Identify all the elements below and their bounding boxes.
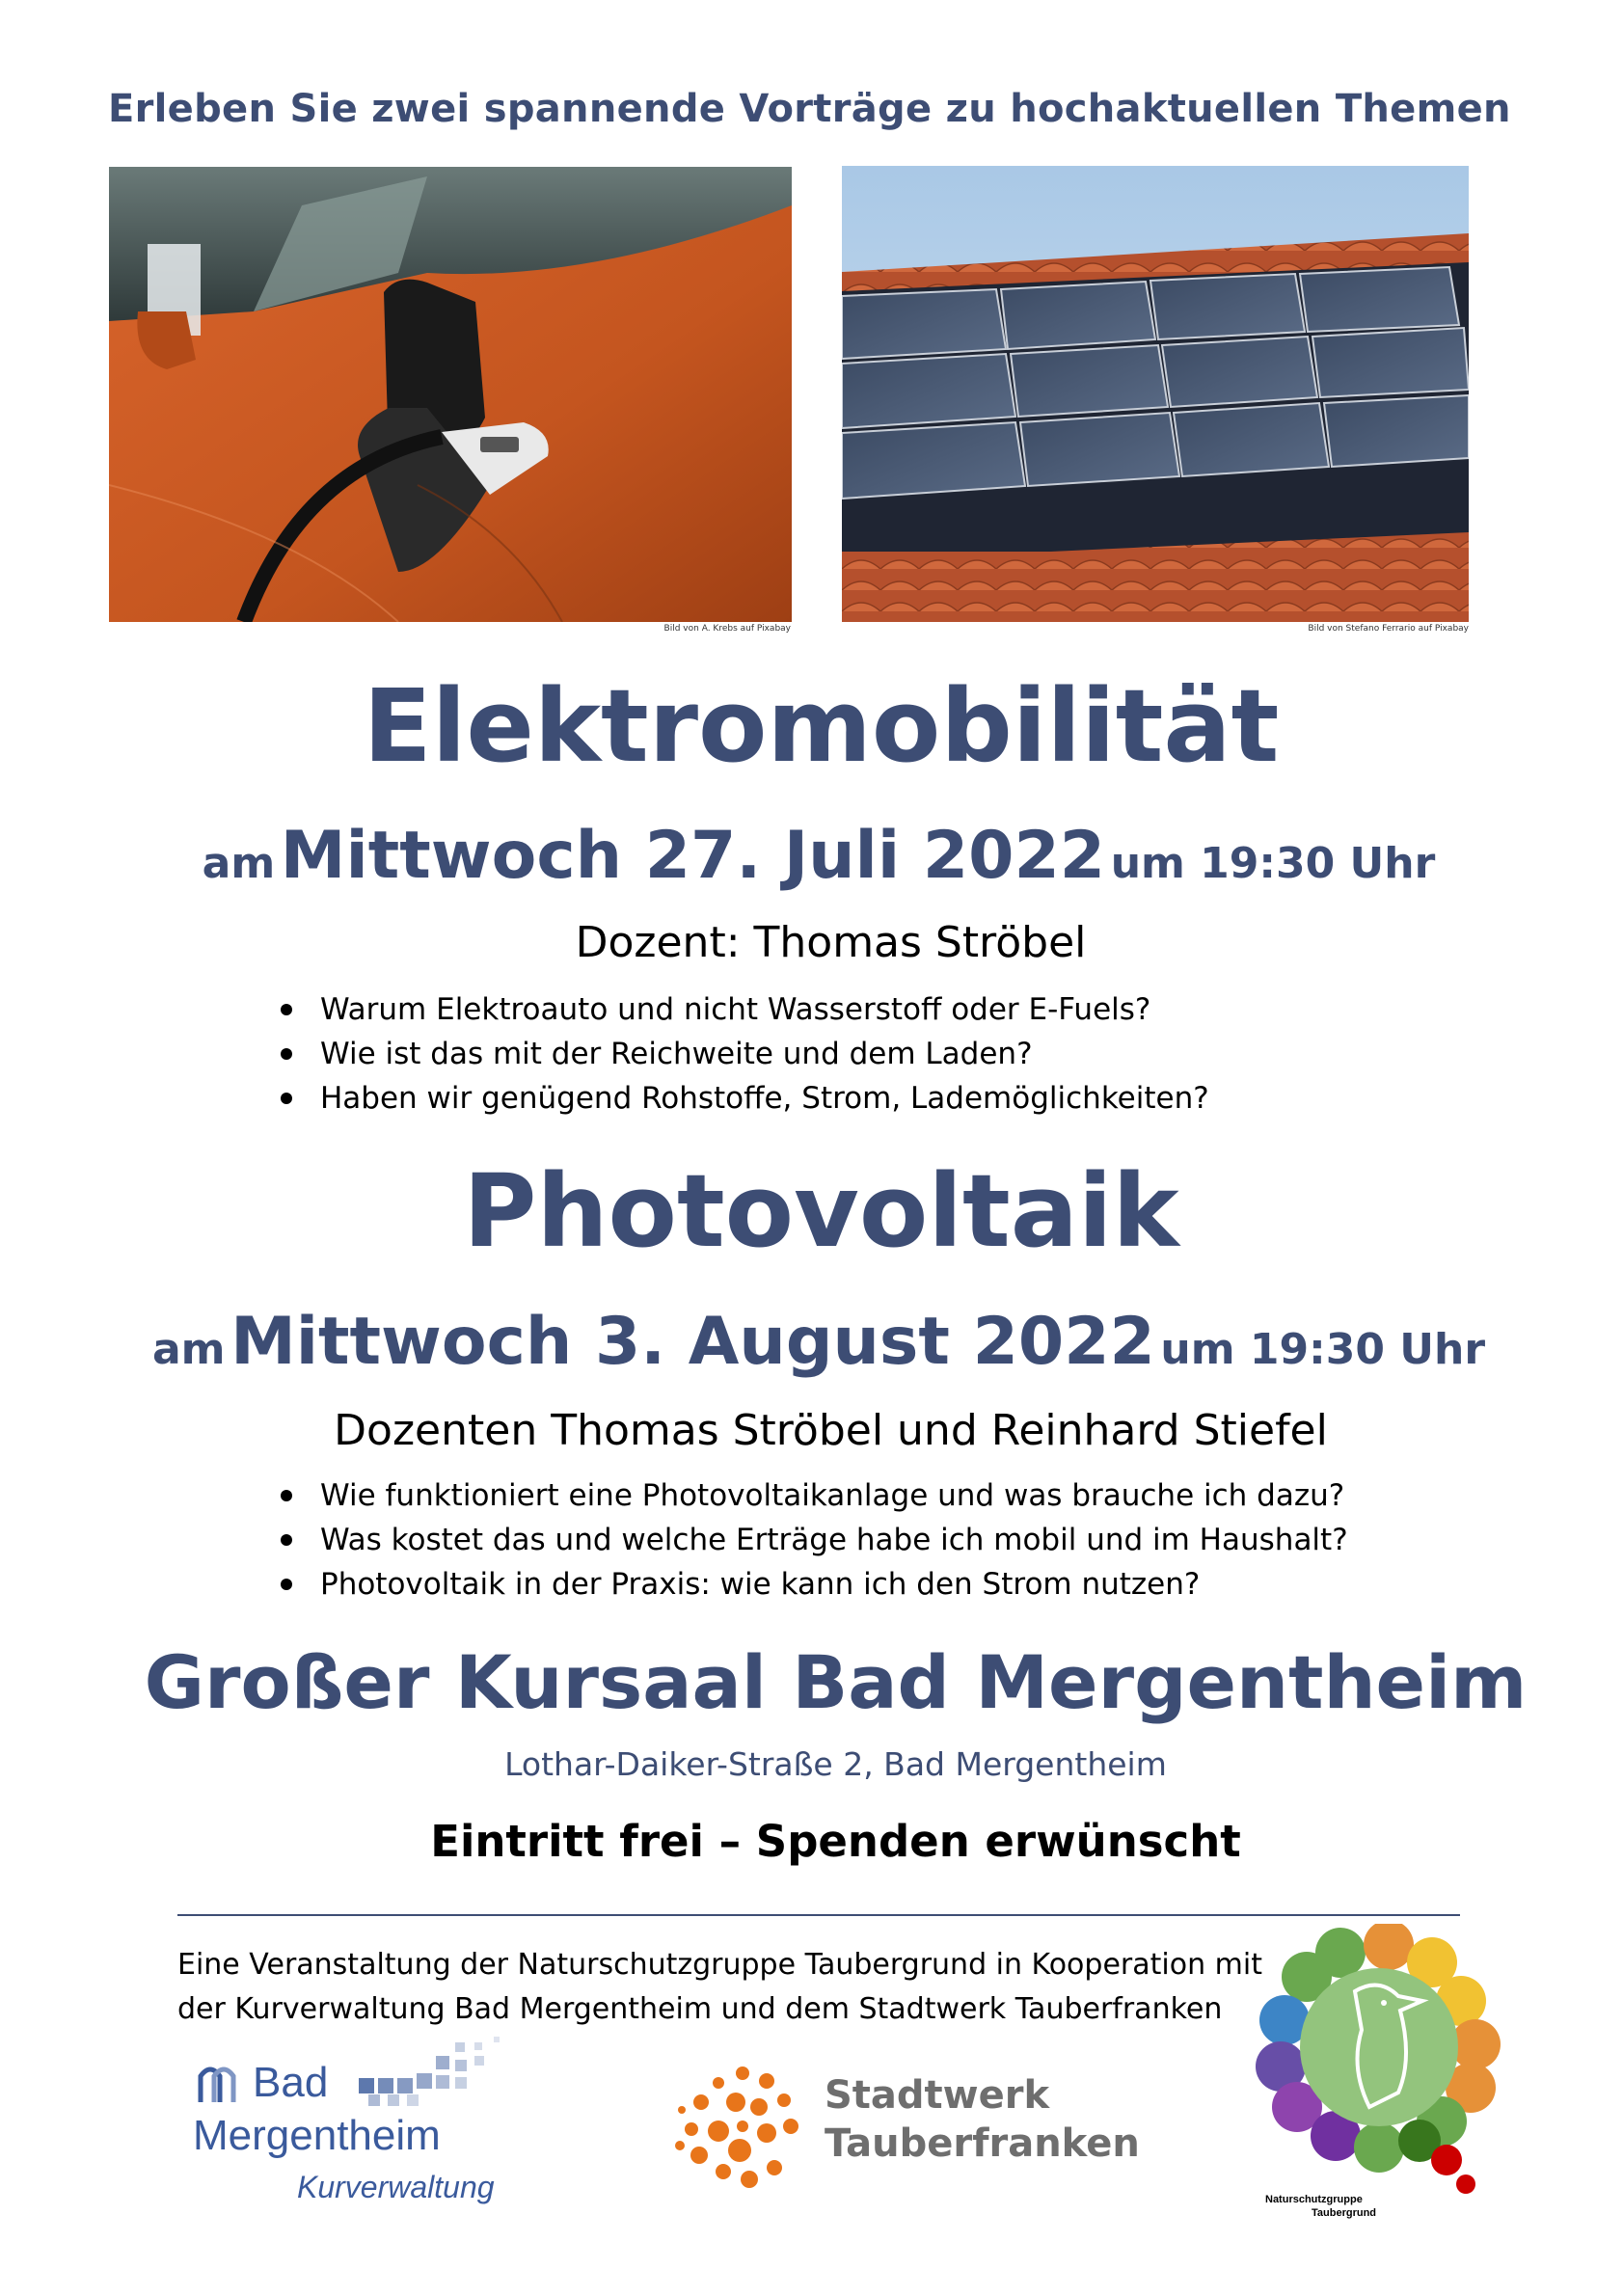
- organizer-line-2: der Kurverwaltung Bad Mergentheim und dem Stadtwerk Tauberfranken: [177, 1992, 1223, 2026]
- divider: [177, 1914, 1460, 1916]
- right-photo-credit: Bild von Stefano Ferrario auf Pixabay: [1308, 624, 1469, 634]
- stadtwerk-logo: [670, 2054, 1140, 2199]
- talk2-bullet-list: [277, 1473, 1348, 1607]
- admission-note: Eintritt frei – Spenden erwünscht: [430, 1816, 1241, 1867]
- talk2-date-line: [0, 1304, 1623, 1380]
- left-photo-credit: Bild von A. Krebs auf Pixabay: [663, 624, 791, 634]
- ev-charging-photo: [109, 167, 792, 622]
- talk1-date-prefix: am: [202, 839, 276, 888]
- bm-word-bad: Bad: [253, 2059, 329, 2106]
- talk1-bullet-list: [277, 987, 1209, 1121]
- list-item: Wie funktioniert eine Photovoltaikanlage und was brauche ich dazu?: [277, 1473, 1348, 1518]
- talk1-date-line: [0, 818, 1623, 894]
- organizer-line-1: Eine Veranstaltung der Naturschutzgruppe Taubergrund in Kooperation mit: [177, 1948, 1262, 1982]
- talk2-date-prefix: am: [151, 1325, 226, 1374]
- talk1-title: Elektromobilität: [363, 667, 1280, 785]
- talk2-time: um 19:30 Uhr: [1160, 1325, 1486, 1374]
- stadtwerk-line-2: Tauberfranken: [825, 2121, 1140, 2166]
- bad-mergentheim-logo: [193, 2035, 521, 2218]
- list-item: Warum Elektroauto und nicht Wasserstoff oder E-Fuels?: [277, 987, 1209, 1032]
- talk2-date: Mittwoch 3. August 2022: [230, 1304, 1155, 1380]
- venue-address: Lothar-Daiker-Straße 2, Bad Mergentheim: [504, 1745, 1167, 1783]
- talk1-date: Mittwoch 27. Juli 2022: [280, 818, 1106, 894]
- organizer-text: [177, 1943, 1262, 2032]
- bm-kurverwaltung: Kurverwaltung: [297, 2170, 495, 2204]
- list-item: Was kostet das und welche Erträge habe ich mobil und im Haushalt?: [277, 1518, 1348, 1562]
- solar-roof-illustration: [842, 166, 1469, 622]
- talk1-speaker: Dozent: Thomas Ströbel: [575, 918, 1087, 967]
- stadtwerk-line-1: Stadtwerk: [825, 2073, 1050, 2118]
- talk1-time: um 19:30 Uhr: [1110, 839, 1436, 888]
- list-item: Wie ist das mit der Reichweite und dem Laden?: [277, 1032, 1209, 1076]
- talk2-speaker: Dozenten Thomas Ströbel und Reinhard Stiefel: [334, 1406, 1328, 1455]
- checker-pattern-icon: [339, 2035, 513, 2107]
- kingfisher-circle-icon: [1254, 1924, 1504, 2194]
- sun-dots-icon: [670, 2054, 815, 2199]
- talk2-title: Photovoltaik: [463, 1152, 1179, 1270]
- intro-heading: Erleben Sie zwei spannende Vorträge zu hochaktuellen Themen: [108, 87, 1511, 131]
- ev-charging-illustration: [109, 167, 792, 622]
- naturschutz-line-1: Naturschutzgruppe: [1265, 2194, 1363, 2205]
- naturschutz-line-2: Taubergrund: [1312, 2207, 1377, 2219]
- solar-roof-photo: [842, 166, 1469, 622]
- bad-mergentheim-emblem-icon: [193, 2059, 251, 2107]
- bm-word-mergentheim: Mergentheim: [193, 2112, 441, 2159]
- list-item: Photovoltaik in der Praxis: wie kann ich den Strom nutzen?: [277, 1562, 1348, 1607]
- venue-name: Großer Kursaal Bad Mergentheim: [144, 1639, 1528, 1725]
- list-item: Haben wir genügend Rohstoffe, Strom, Lademöglichkeiten?: [277, 1076, 1209, 1121]
- naturschutzgruppe-logo: [1254, 1924, 1504, 2218]
